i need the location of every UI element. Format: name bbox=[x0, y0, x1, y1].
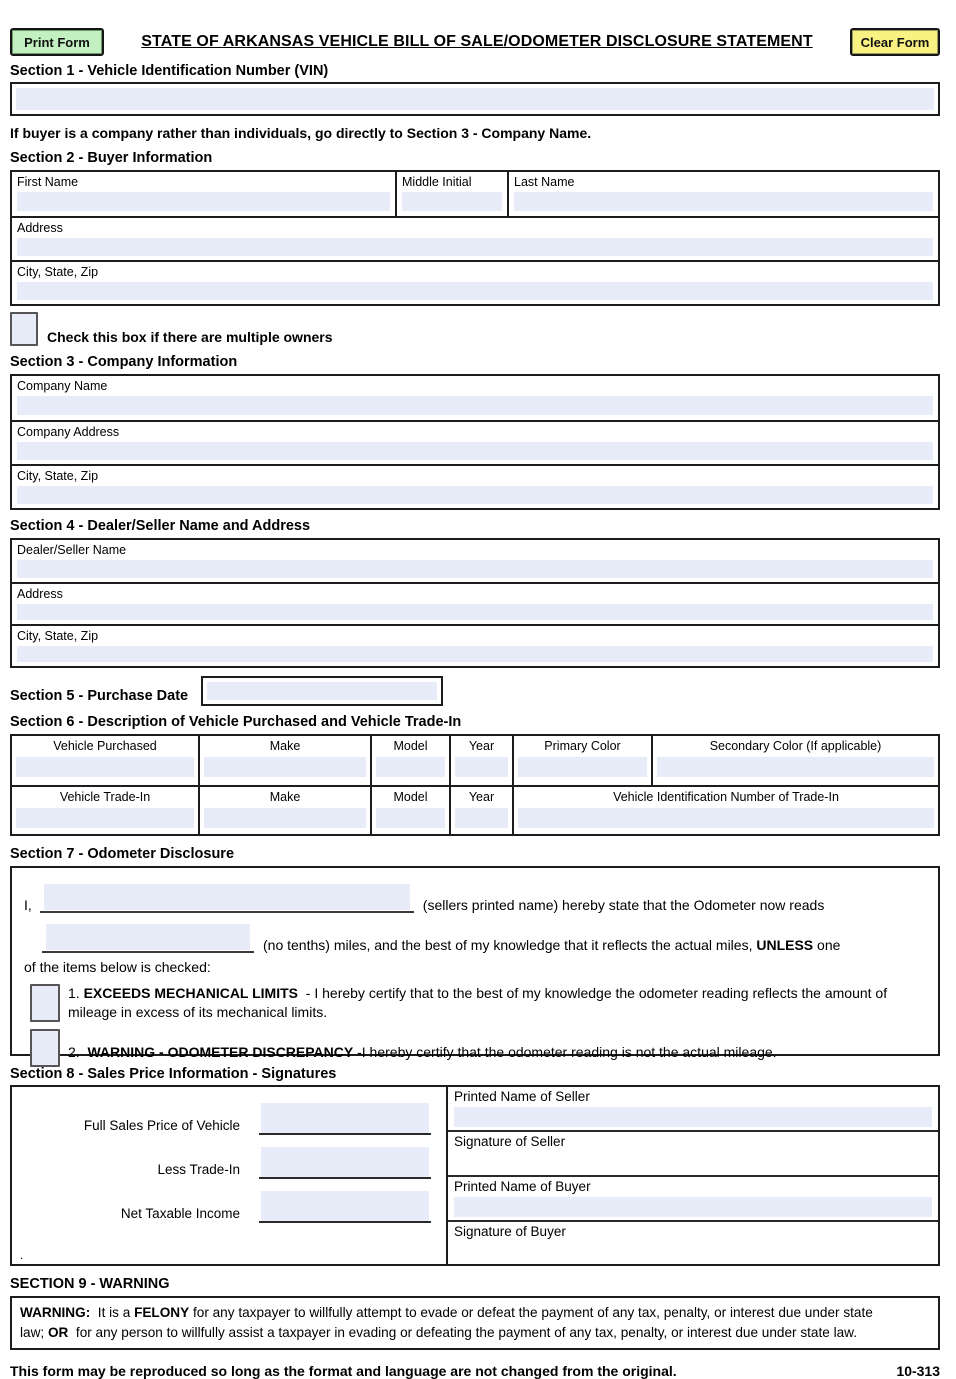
dealer-city-state-zip-input[interactable] bbox=[17, 646, 933, 662]
primary-color-label: Primary Color bbox=[544, 739, 621, 753]
vin-fieldbox bbox=[10, 82, 940, 116]
company-name-input[interactable] bbox=[17, 396, 933, 415]
warning-box: WARNING: It is a FELONY for any taxpayer to willfully attempt to evade or defeat the payment of any tax, penalty, or interest due under state law; OR for any person to willfully assist a taxpayer in evading or defeating the payment of any tax, penalty, or interest due under state law. bbox=[10, 1296, 940, 1350]
first-name-label: First Name bbox=[17, 175, 79, 189]
purchase-date-fieldbox bbox=[201, 676, 443, 706]
secondary-color-input[interactable] bbox=[657, 757, 934, 777]
middle-initial-input[interactable] bbox=[402, 192, 502, 211]
signature-buyer-label: Signature of Buyer bbox=[454, 1223, 566, 1239]
sales-price-column bbox=[12, 1087, 446, 1264]
footer bbox=[10, 1363, 940, 1379]
purchased-model-input[interactable] bbox=[376, 757, 445, 777]
section5-row bbox=[10, 676, 940, 706]
buyer-address-input[interactable] bbox=[17, 238, 933, 256]
middle-initial-label: Middle Initial bbox=[402, 175, 472, 189]
trade-in-vin-label: Vehicle Identification Number of Trade-In bbox=[613, 790, 839, 804]
company-city-state-zip-input[interactable] bbox=[17, 486, 933, 504]
printed-name-buyer-input[interactable] bbox=[454, 1197, 932, 1217]
company-name-label: Company Name bbox=[17, 379, 108, 393]
purchase-date-input[interactable] bbox=[207, 682, 437, 700]
sales-price-signatures-box bbox=[10, 1085, 940, 1266]
section9-heading: SECTION 9 - WARNING bbox=[10, 1276, 170, 1292]
full-sales-price-input[interactable] bbox=[261, 1103, 429, 1133]
last-name-label: Last Name bbox=[514, 175, 575, 189]
section2-heading: Section 2 - Buyer Information bbox=[10, 150, 213, 166]
company-note: If buyer is a company rather than individuals, go directly to Section 3 - Company Name. bbox=[10, 125, 592, 141]
purchased-make-input[interactable] bbox=[204, 757, 366, 777]
multiple-owners-row bbox=[10, 312, 940, 346]
dealer-seller-name-label: Dealer/Seller Name bbox=[17, 543, 127, 557]
multiple-owners-checkbox[interactable] bbox=[10, 312, 38, 346]
secondary-color-label: Secondary Color (If applicable) bbox=[709, 739, 882, 753]
multiple-owners-label: Check this box if there are multiple owners bbox=[47, 329, 333, 345]
full-sales-price-line bbox=[259, 1103, 431, 1135]
dealer-city-state-zip-label: City, State, Zip bbox=[17, 629, 99, 643]
buyer-info-table bbox=[10, 170, 940, 306]
form-number: 10-313 bbox=[896, 1363, 940, 1379]
odometer-line1-prefix: I, bbox=[24, 897, 32, 913]
dealer-address-label: Address bbox=[17, 587, 63, 601]
section8-heading: Section 8 - Sales Price Information - Signatures bbox=[10, 1066, 337, 1082]
purchased-model-label: Model bbox=[393, 739, 428, 753]
trade-in-year-label: Year bbox=[468, 790, 495, 804]
section5-heading: Section 5 - Purchase Date bbox=[10, 688, 189, 704]
exceeds-mechanical-limits-checkbox[interactable] bbox=[30, 984, 60, 1022]
signatures-column bbox=[446, 1087, 938, 1264]
odometer-line1-suffix: (sellers printed name) hereby state that the Odometer now reads bbox=[422, 897, 825, 913]
seller-printed-name-input[interactable] bbox=[44, 884, 410, 910]
vehicle-purchased-label: Vehicle Purchased bbox=[53, 739, 157, 753]
net-taxable-income-input[interactable] bbox=[261, 1191, 429, 1221]
first-name-input[interactable] bbox=[17, 192, 390, 211]
less-trade-in-line bbox=[259, 1147, 431, 1179]
form-header bbox=[10, 27, 940, 57]
seller-name-line bbox=[40, 884, 414, 913]
footer-note: This form may be reproduced so long as the format and language are not changed from the original. bbox=[10, 1363, 677, 1379]
section6-heading: Section 6 - Description of Vehicle Purchased and Vehicle Trade-In bbox=[10, 714, 462, 730]
vehicle-description-table bbox=[10, 734, 940, 836]
stray-period: . bbox=[20, 1248, 24, 1262]
purchased-make-label: Make bbox=[269, 739, 301, 753]
clear-form-button[interactable]: Clear Form bbox=[850, 28, 940, 56]
odometer-disclosure-box bbox=[10, 866, 940, 1060]
odometer-discrepancy-text: 2. WARNING - ODOMETER DISCREPANCY -I hereby certify that the odometer reading is not the actual mileage. bbox=[68, 1044, 777, 1060]
odometer-line3: of the items below is checked: bbox=[24, 959, 211, 975]
buyer-city-state-zip-label: City, State, Zip bbox=[17, 265, 99, 279]
printed-name-seller-label: Printed Name of Seller bbox=[454, 1089, 590, 1104]
printed-name-buyer-label: Printed Name of Buyer bbox=[454, 1178, 591, 1194]
less-trade-in-label: Less Trade-In bbox=[157, 1162, 240, 1177]
last-name-input[interactable] bbox=[514, 192, 933, 211]
trade-in-vin-input[interactable] bbox=[518, 808, 934, 828]
net-taxable-income-label: Net Taxable Income bbox=[120, 1206, 240, 1221]
full-sales-price-label: Full Sales Price of Vehicle bbox=[83, 1118, 240, 1133]
company-city-state-zip-label: City, State, Zip bbox=[17, 469, 99, 483]
exceeds-mechanical-limits-text: 1. EXCEEDS MECHANICAL LIMITS - I hereby certify that to the best of my knowledge the odometer reading reflects the amount of mileage in excess of its mechanical limits. bbox=[68, 985, 888, 1020]
net-taxable-income-line bbox=[259, 1191, 431, 1223]
vehicle-purchased-input[interactable] bbox=[16, 757, 194, 777]
odometer-discrepancy-checkbox[interactable] bbox=[30, 1029, 60, 1067]
trade-in-model-input[interactable] bbox=[376, 808, 445, 828]
vehicle-trade-in-label: Vehicle Trade-In bbox=[59, 790, 151, 804]
section7-heading: Section 7 - Odometer Disclosure bbox=[10, 846, 235, 862]
dealer-seller-table bbox=[10, 538, 940, 668]
printed-name-seller-input[interactable] bbox=[454, 1107, 932, 1127]
vehicle-trade-in-input[interactable] bbox=[16, 808, 194, 828]
dealer-address-input[interactable] bbox=[17, 604, 933, 620]
company-address-input[interactable] bbox=[17, 442, 933, 460]
trade-in-make-label: Make bbox=[269, 790, 301, 804]
buyer-address-label: Address bbox=[17, 221, 63, 235]
odometer-reading-line bbox=[42, 924, 254, 953]
company-address-label: Company Address bbox=[17, 425, 120, 439]
trade-in-make-input[interactable] bbox=[204, 808, 366, 828]
primary-color-input[interactable] bbox=[518, 757, 647, 777]
dealer-seller-name-input[interactable] bbox=[17, 560, 933, 578]
company-info-table bbox=[10, 374, 940, 510]
vin-input[interactable] bbox=[16, 88, 934, 110]
section3-heading: Section 3 - Company Information bbox=[10, 354, 238, 370]
section4-heading: Section 4 - Dealer/Seller Name and Address bbox=[10, 518, 311, 534]
section1-heading: Section 1 - Vehicle Identification Number (VIN) bbox=[10, 63, 329, 79]
purchased-year-input[interactable] bbox=[455, 757, 508, 777]
less-trade-in-input[interactable] bbox=[261, 1147, 429, 1177]
odometer-reading-input[interactable] bbox=[46, 924, 250, 950]
purchased-year-label: Year bbox=[468, 739, 495, 753]
buyer-city-state-zip-input[interactable] bbox=[17, 282, 933, 300]
print-form-button[interactable]: Print Form bbox=[10, 28, 104, 56]
trade-in-year-input[interactable] bbox=[455, 808, 508, 828]
form-title: STATE OF ARKANSAS VEHICLE BILL OF SALE/ODOMETER DISCLOSURE STATEMENT bbox=[141, 33, 813, 50]
trade-in-model-label: Model bbox=[393, 790, 428, 804]
odometer-line2-text: (no tenths) miles, and the best of my knowledge that it reflects the actual miles, UNLESS one bbox=[263, 937, 841, 953]
signature-seller-label: Signature of Seller bbox=[454, 1134, 566, 1149]
